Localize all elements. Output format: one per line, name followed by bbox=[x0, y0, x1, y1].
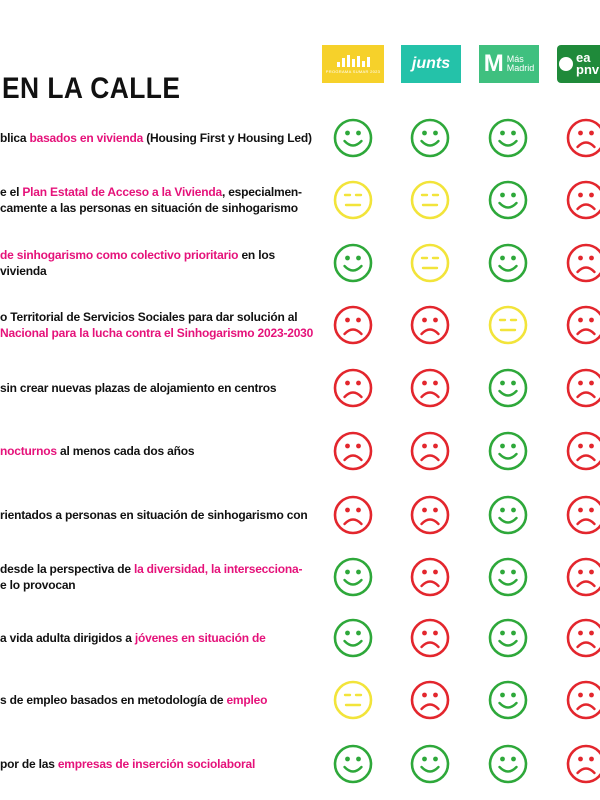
proposal-text-line bbox=[0, 756, 318, 772]
table-row bbox=[0, 672, 600, 728]
proposal-text bbox=[0, 309, 318, 341]
proposal-text bbox=[0, 561, 318, 593]
happy-face-icon bbox=[333, 744, 373, 784]
proposal-text-line bbox=[0, 130, 318, 146]
mas-madrid-logo-line1: Más bbox=[506, 53, 524, 64]
text-segment: sin crear nuevas plazas de alojamiento en centros bbox=[0, 381, 277, 395]
sad-face-icon bbox=[566, 243, 600, 283]
sad-face-icon bbox=[566, 557, 600, 597]
table-row bbox=[0, 487, 600, 543]
text-segment: o Territorial de Servicios Sociales para dar solución al bbox=[0, 310, 298, 324]
proposal-text-line bbox=[0, 325, 318, 341]
text-segment: vivienda bbox=[0, 264, 47, 278]
table-row bbox=[0, 110, 600, 166]
highlighted-text: nocturnos bbox=[0, 444, 57, 458]
happy-face-icon bbox=[410, 118, 450, 158]
proposal-text-line bbox=[0, 184, 318, 200]
sad-face-icon bbox=[410, 368, 450, 408]
table-row bbox=[0, 549, 600, 605]
sad-face-icon bbox=[566, 368, 600, 408]
happy-face-icon bbox=[333, 243, 373, 283]
neutral-face-icon bbox=[333, 180, 373, 220]
proposal-text bbox=[0, 630, 318, 646]
neutral-face-icon bbox=[333, 680, 373, 720]
text-segment: a vida adulta dirigidos a bbox=[0, 631, 135, 645]
text-segment: e lo provocan bbox=[0, 578, 76, 592]
sad-face-icon bbox=[566, 118, 600, 158]
happy-face-icon bbox=[488, 368, 528, 408]
text-segment: blica bbox=[0, 131, 30, 145]
table-row bbox=[0, 610, 600, 666]
highlighted-text: empresas de inserción sociolaboral bbox=[57, 757, 256, 771]
mas-madrid-logo-line2: Madrid bbox=[506, 63, 535, 73]
sad-face-icon bbox=[333, 368, 373, 408]
happy-face-icon bbox=[488, 744, 528, 784]
highlighted-text: jóvenes en situación de bbox=[134, 631, 266, 645]
sad-face-icon bbox=[566, 180, 600, 220]
happy-face-icon bbox=[410, 744, 450, 784]
proposal-text bbox=[0, 380, 318, 396]
happy-face-icon bbox=[488, 557, 528, 597]
proposal-text bbox=[0, 247, 318, 279]
highlighted-text: empleo bbox=[226, 693, 268, 707]
proposal-text-line bbox=[0, 200, 318, 216]
table-row bbox=[0, 172, 600, 228]
text-segment: desde la perspectiva de bbox=[0, 562, 134, 576]
table-row bbox=[0, 235, 600, 291]
junts-logo: junts bbox=[401, 45, 461, 83]
highlighted-text: la diversidad, la intersecciona- bbox=[133, 562, 303, 576]
happy-face-icon bbox=[488, 680, 528, 720]
sad-face-icon bbox=[410, 557, 450, 597]
proposal-text-line bbox=[0, 561, 318, 577]
mas-madrid-logo-letter: M bbox=[483, 50, 504, 77]
proposal-text bbox=[0, 756, 318, 772]
text-segment: camente a las personas en situación de sinhogarismo bbox=[0, 201, 298, 215]
sad-face-icon bbox=[566, 618, 600, 658]
proposal-text-line bbox=[0, 263, 318, 279]
proposal-text-line bbox=[0, 577, 318, 593]
text-segment: al menos cada dos años bbox=[56, 444, 195, 458]
eaj-pnv-logo-line1: ea bbox=[576, 49, 591, 65]
text-segment: s de empleo basados en metodología de bbox=[0, 693, 227, 707]
sad-face-icon bbox=[333, 495, 373, 535]
happy-face-icon bbox=[333, 557, 373, 597]
proposal-text bbox=[0, 130, 318, 146]
sumar-logo-subtitle: PROGRAMA SUMAR 2023 bbox=[325, 68, 381, 74]
page-title: EN LA CALLE bbox=[2, 72, 181, 105]
sumar-bars-icon bbox=[337, 55, 370, 67]
happy-face-icon bbox=[488, 118, 528, 158]
sad-face-icon bbox=[566, 431, 600, 471]
proposal-text-line bbox=[0, 309, 318, 325]
proposal-text bbox=[0, 443, 318, 459]
table-row bbox=[0, 736, 600, 792]
happy-face-icon bbox=[333, 118, 373, 158]
proposal-text-line bbox=[0, 630, 318, 646]
proposal-text-line bbox=[0, 247, 318, 263]
table-row bbox=[0, 423, 600, 479]
proposal-text-line bbox=[0, 507, 318, 523]
text-segment: e el bbox=[0, 185, 23, 199]
eaj-pnv-logo-line2: pnv bbox=[576, 62, 600, 77]
proposal-text-line bbox=[0, 692, 318, 708]
neutral-face-icon bbox=[410, 243, 450, 283]
happy-face-icon bbox=[488, 431, 528, 471]
text-segment: en los bbox=[238, 248, 275, 262]
text-segment: por de las bbox=[0, 757, 58, 771]
sad-face-icon bbox=[566, 744, 600, 784]
proposal-text bbox=[0, 507, 318, 523]
happy-face-icon bbox=[488, 243, 528, 283]
text-segment: rientados a personas en situación de sinhogarismo con bbox=[0, 508, 308, 522]
neutral-face-icon bbox=[410, 180, 450, 220]
mas-madrid-logo bbox=[479, 45, 539, 83]
happy-face-icon bbox=[488, 618, 528, 658]
sad-face-icon bbox=[566, 495, 600, 535]
sumar-logo bbox=[322, 45, 384, 83]
sad-face-icon bbox=[566, 680, 600, 720]
highlighted-text: Nacional para la lucha contra el Sinhogarismo 2023-2030 bbox=[0, 326, 314, 340]
proposal-text bbox=[0, 184, 318, 216]
happy-face-icon bbox=[333, 618, 373, 658]
highlighted-text: de sinhogarismo como colectivo prioritario bbox=[0, 248, 239, 262]
proposal-text bbox=[0, 692, 318, 708]
highlighted-text: basados en vivienda bbox=[29, 131, 144, 145]
sad-face-icon bbox=[333, 431, 373, 471]
sad-face-icon bbox=[566, 305, 600, 345]
sad-face-icon bbox=[410, 680, 450, 720]
sad-face-icon bbox=[333, 305, 373, 345]
neutral-face-icon bbox=[488, 305, 528, 345]
happy-face-icon bbox=[488, 495, 528, 535]
proposal-text-line bbox=[0, 380, 318, 396]
eaj-pnv-logo bbox=[557, 45, 600, 83]
sad-face-icon bbox=[410, 305, 450, 345]
proposal-text-line bbox=[0, 443, 318, 459]
happy-face-icon bbox=[488, 180, 528, 220]
eaj-pnv-emblem-icon bbox=[559, 57, 573, 71]
sad-face-icon bbox=[410, 618, 450, 658]
table-row bbox=[0, 297, 600, 353]
sad-face-icon bbox=[410, 431, 450, 471]
table-row bbox=[0, 360, 600, 416]
sad-face-icon bbox=[410, 495, 450, 535]
highlighted-text: Plan Estatal de Acceso a la Vivienda bbox=[22, 185, 222, 199]
text-segment: (Housing First y Housing Led) bbox=[143, 131, 312, 145]
text-segment: , especialmen- bbox=[221, 185, 302, 199]
